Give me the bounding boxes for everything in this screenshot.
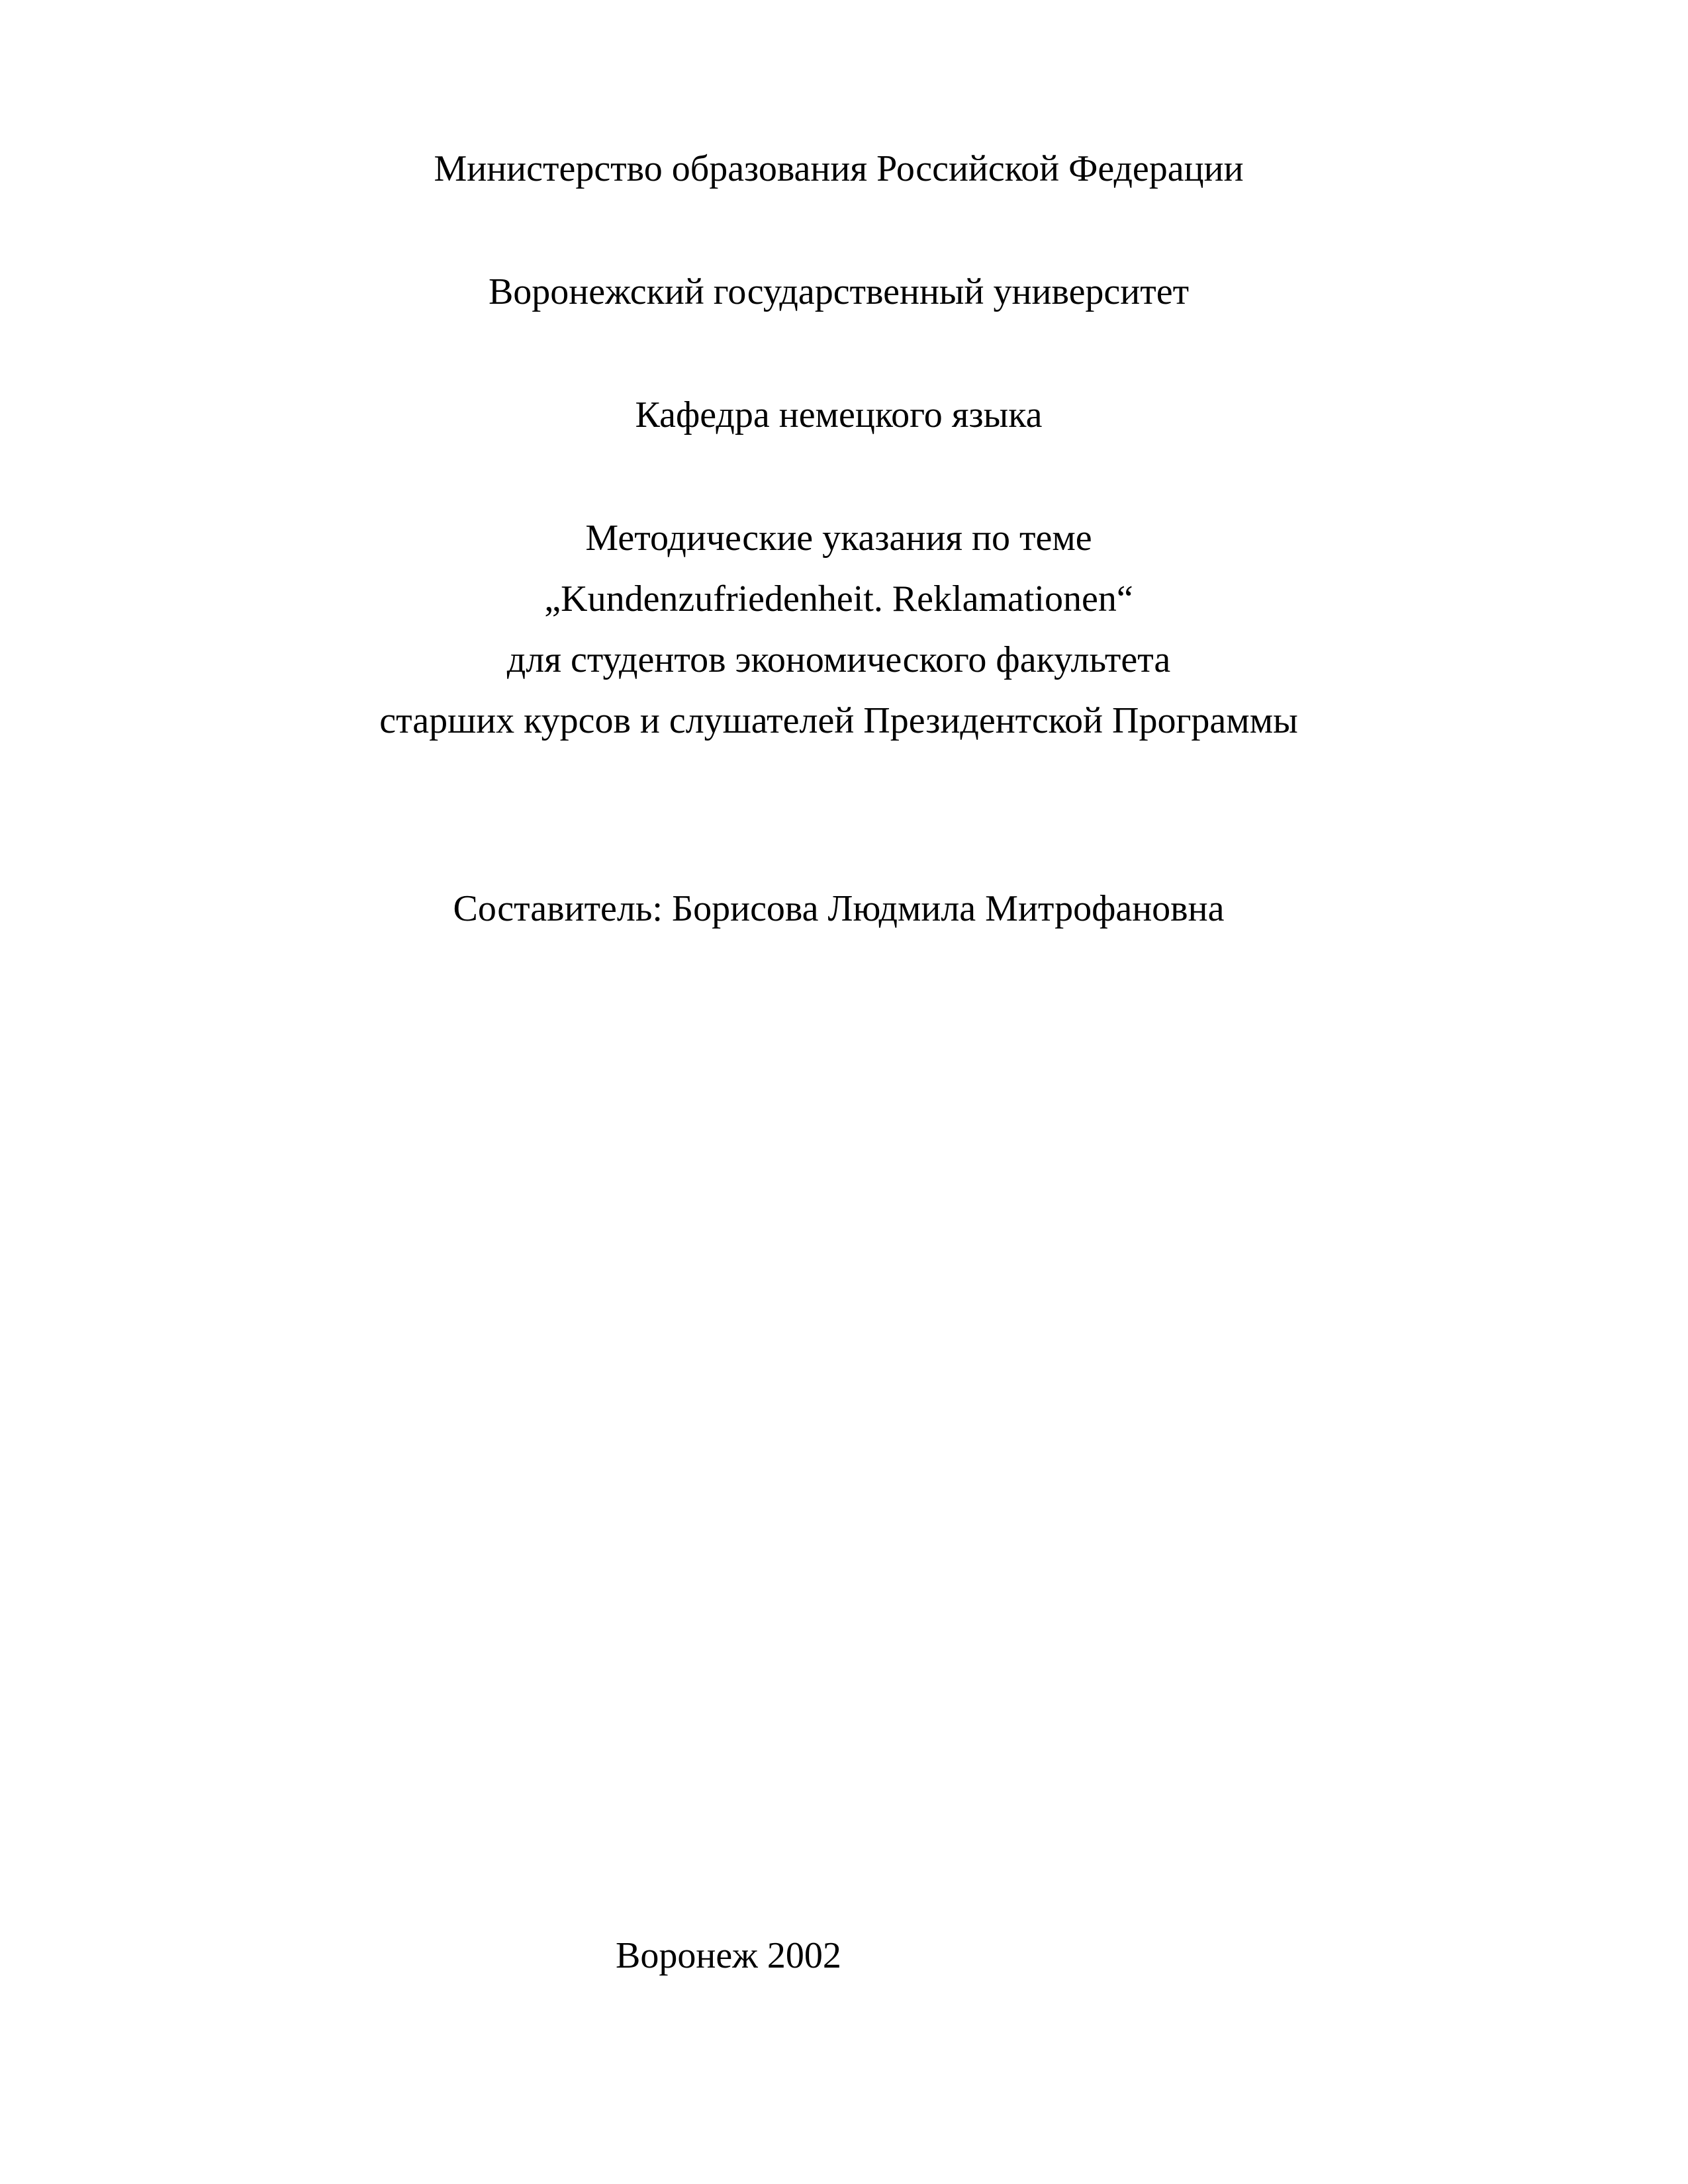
compiler-line: Составитель: Борисова Людмила Митрофановна xyxy=(453,888,1225,929)
university-name: Воронежский государственный университет xyxy=(488,271,1190,312)
title-line-4: старших курсов и слушателей Президентской Программы xyxy=(379,700,1298,741)
city-year: Воронеж 2002 xyxy=(616,1935,841,1976)
title-line-2: „Kundenzufriedenheit. Reklamationen“ xyxy=(544,578,1133,619)
ministry-name: Министерство образования Российской Федерации xyxy=(434,148,1244,189)
department-name: Кафедра немецкого языка xyxy=(635,394,1043,435)
title-line-1: Методические указания по теме xyxy=(585,518,1092,559)
title-line-3: для студентов экономического факультета xyxy=(506,639,1171,680)
